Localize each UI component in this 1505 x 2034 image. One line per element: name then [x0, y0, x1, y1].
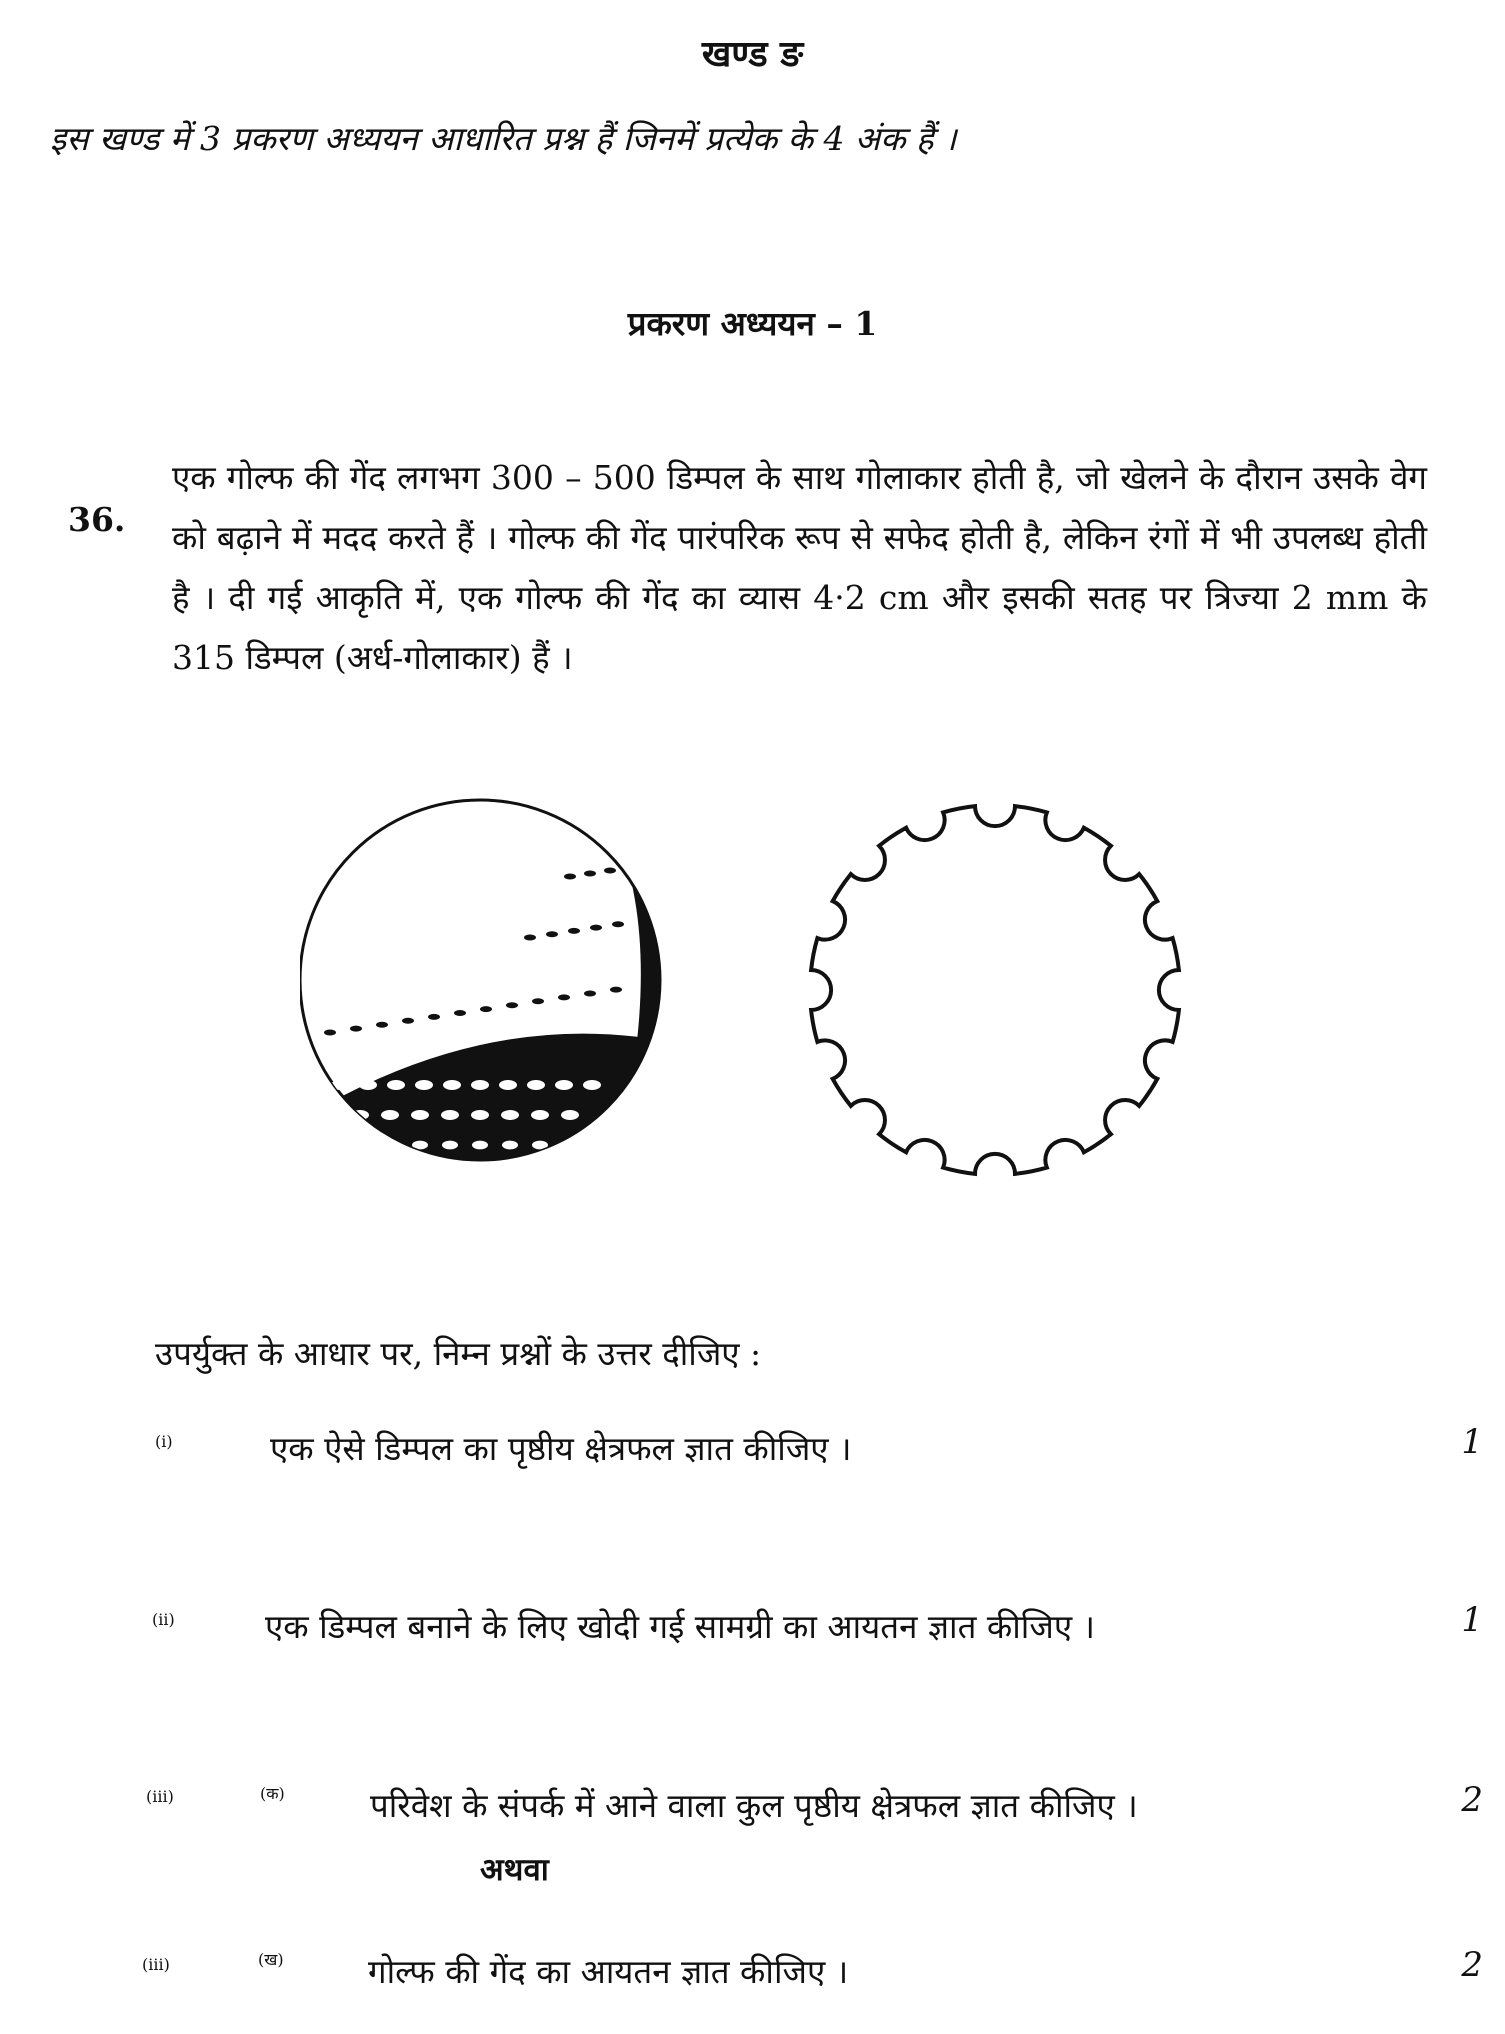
- instruction-text: उपर्युक्त के आधार पर, निम्न प्रश्नों के उत्तर दीजिए :: [155, 1334, 762, 1373]
- question-text: एक गोल्फ की गेंद लगभग 300 – 500 डिम्पल के साथ गोलाकार होती है, जो खेलने के दौरान उसके वेग को बढ़ाने में मदद करते हैं । गोल्फ की गेंद पारंपरिक रूप से सफेद होती है, लेकिन रंगों में भी उपलब्ध होती है । दी गई आकृति में, एक गोल्फ की गेंद का व्यास 4·2 cm और इसकी सतह पर त्रिज्या 2 mm के 315 डिम्पल (अर्ध-गोलाकार) हैं ।: [172, 458, 1427, 677]
- part-3a-text: परिवेश के संपर्क में आने वाला कुल पृष्ठीय क्षेत्रफल ज्ञात कीजिए ।: [370, 1786, 1138, 1825]
- part-3b-label: (iii): [142, 1955, 170, 1974]
- part-3b-sub: (ख): [258, 1950, 284, 1969]
- part-2-label: (ii): [152, 1610, 175, 1629]
- or-label: अथवा: [480, 1852, 549, 1888]
- part-3b-text: गोल्फ की गेंद का आयतन ज्ञात कीजिए ।: [368, 1952, 849, 1991]
- part-3a-label: (iii): [146, 1787, 174, 1806]
- part-1-label: (i): [155, 1432, 173, 1451]
- part-2-text: एक डिम्पल बनाने के लिए खोदी गई सामग्री का आयतन ज्ञात कीजिए ।: [265, 1607, 1096, 1646]
- figure: [300, 740, 1260, 1220]
- figure-svg: [300, 740, 1260, 1220]
- part-1-marks: 1: [1461, 1422, 1483, 1462]
- part-3a-sub: (क): [260, 1784, 285, 1803]
- section-note: इस खण्ड में 3 प्रकरण अध्ययन आधारित प्रश्न हैं जिनमें प्रत्येक के 4 अंक हैं ।: [50, 119, 957, 158]
- part-2-marks: 1: [1461, 1600, 1483, 1640]
- part-3b-marks: 2: [1461, 1945, 1483, 1985]
- section-title: खण्ड ङ: [701, 33, 804, 75]
- part-3a-marks: 2: [1461, 1780, 1483, 1820]
- part-1-text: एक ऐसे डिम्पल का पृष्ठीय क्षेत्रफल ज्ञात कीजिए ।: [270, 1429, 852, 1468]
- dimpled-cross-section-icon: [811, 806, 1179, 1174]
- question-number: 36.: [68, 500, 126, 539]
- golf-ball-icon: [300, 800, 700, 1220]
- case-study-title: प्रकरण अध्ययन – 1: [627, 304, 878, 343]
